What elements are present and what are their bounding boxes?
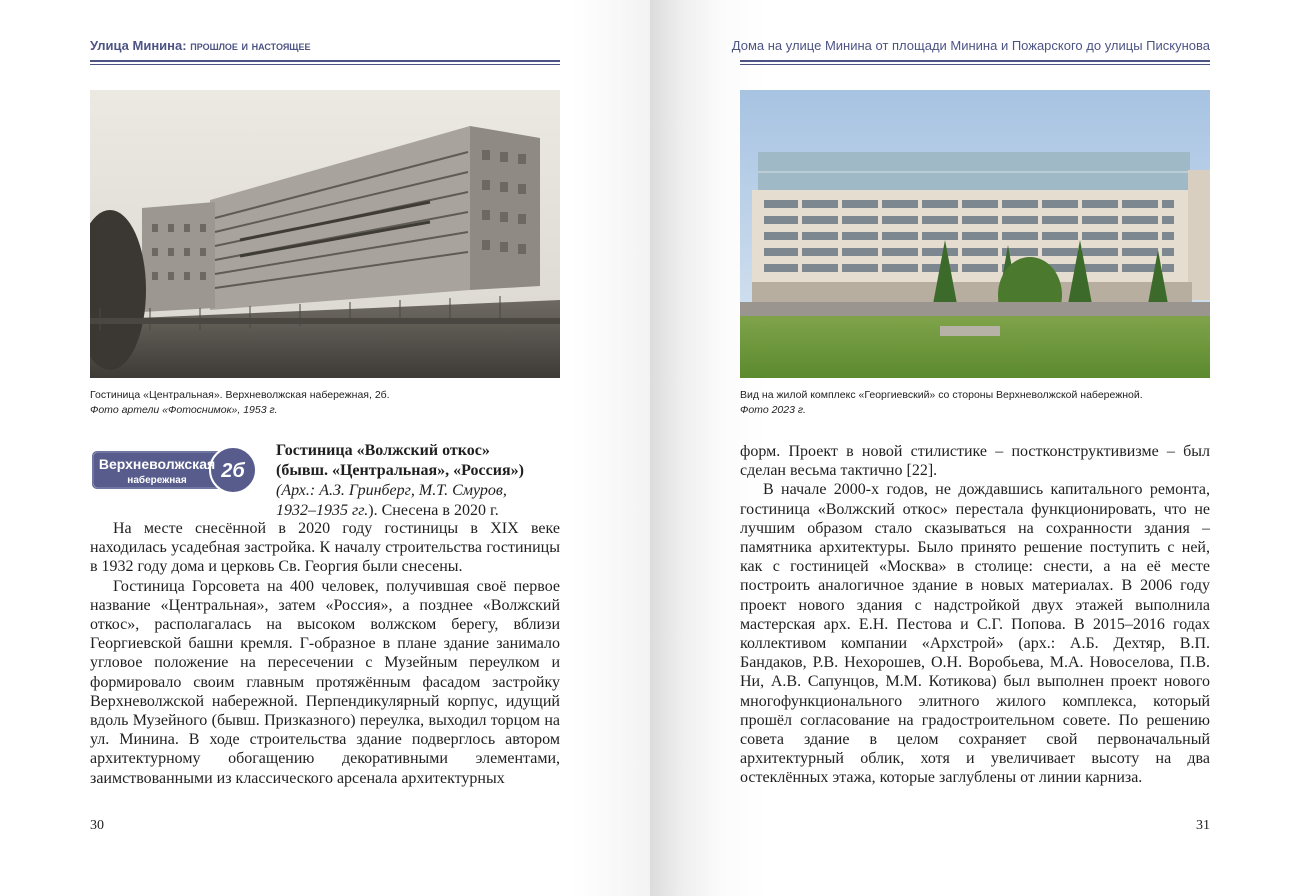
header-rule-thick [90, 60, 560, 62]
entry-demolished: ). Снесена в 2020 г. [368, 502, 499, 519]
left-body-text [90, 519, 560, 788]
right-page [650, 0, 1300, 896]
right-body-text [740, 442, 1210, 788]
badge-sub: набережная [127, 475, 187, 486]
page-number-left: 30 [90, 818, 104, 833]
badge-street: Верхневолжская [98, 456, 216, 472]
entry-architects: (Арх.: А.З. Гринберг, М.Т. Смуров, [276, 482, 507, 499]
paragraph: Гостиница Горсовета на 400 человек, получившая своё первое название «Центральная», затем «Россия», а позднее «Волжский откос», располагалась на высоком волжском берегу, вблизи Георгиевской башни кремля. Г-образное в плане здание занимало угловое положение на пересечении с Музейным переулком и формировало своим главным протяжённым фасадом застройку Верхневолжской набережной. Перпендикулярный корпус, идущий вдоль Музейного (бывш. Призказного) переулка, выходил торцом на ул. Минина. В ходе строительства здание подверглось автором архитектурному обогащению декоративными элементами, заимствованными из классического арсенала архитектурных [90, 577, 560, 787]
entry-dates [276, 501, 566, 520]
entry-title: Гостиница «Волжский откос» [276, 442, 490, 459]
header-rule-thick [740, 60, 1210, 62]
hotel-tsentralnaya-photo [90, 90, 560, 378]
paragraph: На месте снесённой в 2020 году гостиницы в XIX веке находилась усадебная застройка. К началу строительства гостиницы в 1932 году дома и церковь Св. Георгия были снесены. [90, 520, 560, 576]
entry-former-names: (бывш. «Центральная», «Россия») [276, 462, 524, 479]
photo-caption-right [740, 388, 1220, 418]
street-sign-badge [90, 446, 260, 494]
running-head-title: Улица Минина: [90, 38, 187, 53]
header-rule-thin [740, 64, 1210, 65]
running-head-subtitle: прошлое и настоящее [190, 38, 311, 53]
caption-credit: Фото артели «Фотоснимок», 1953 г. [90, 404, 278, 416]
caption-title: Гостиница «Центральная». Верхневолжская набережная, 2б. [90, 389, 390, 401]
entry-years: 1932–1935 гг. [276, 502, 369, 519]
badge-number: 2б [221, 460, 245, 482]
paragraph: В начале 2000-х годов, не дождавшись капитального ремонта, гостиница «Волжский откос» перестала функционировать, что не лучшим образом стало сказываться на сохранности здания – памятника архитектуры. Было принято решение поступить с ней, как с гостиницей «Москва» в столице: снести, а на её месте построить аналогичное здание в новых материалах. В 2006 году проект нового здания с надстройкой двух этажей выполнила мастерская арх. Е.Н. Пестова и С.Г. Попова. В 2015–2016 годах коллективом компании «Архстрой» (арх.: А.Б. Дехтяр, В.П. Бандаков, Р.В. Нехорошев, О.Н. Воробьева, М.А. Новоселова, П.В. Ни, А.В. Сапунцов, М.М. Котикова) был выполнен проект нового многофункционального элитного жилого комплекса, который прошёл согласование на градостроительном совете. По решению совета здание в целом сохраняет свой первоначальный архитектурный облик, хотя и увеличивает высоту на два остеклённых этажа, которые заглублены от линии карниза. [740, 481, 1210, 787]
running-head-left [90, 38, 310, 53]
running-head-right: Дома на улице Минина от площади Минина и Пожарского до улицы Пискунова [731, 38, 1210, 53]
page-number-right: 31 [1196, 818, 1210, 833]
header-rule-thin [90, 64, 560, 65]
caption-credit: Фото 2023 г. [740, 404, 806, 416]
photo-caption-left [90, 388, 570, 418]
entry-heading [276, 441, 566, 501]
paragraph: форм. Проект в новой стилистике – постконструктивизме – был сделан весьма тактично [22]. [740, 443, 1210, 480]
caption-title: Вид на жилой комплекс «Георгиевский» со стороны Верхневолжской набережной. [740, 389, 1143, 401]
georgievsky-complex-photo [740, 90, 1210, 378]
